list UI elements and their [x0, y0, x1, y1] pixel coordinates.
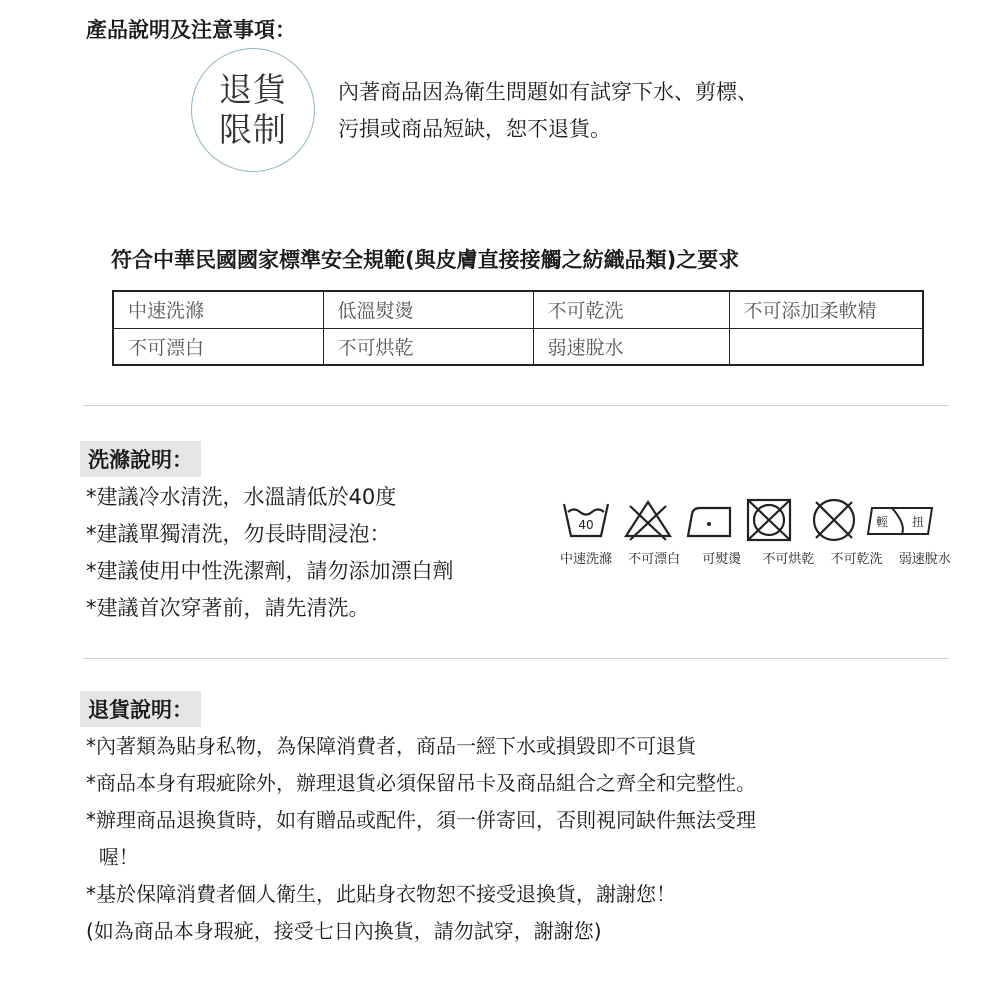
care-icon-captions — [560, 548, 959, 567]
washing-label: 洗滌說明： — [80, 441, 201, 477]
icon-caption: 弱速脫水 — [898, 552, 951, 567]
wash-temp-label: 40 — [578, 518, 594, 532]
list-item: (如為商品本身瑕疵，接受七日內換貨，請勿試穿，謝謝您) — [86, 919, 602, 943]
standard-heading: 符合中華民國國家標準安全規範(與皮膚直接接觸之紡織品類)之要求 — [111, 248, 740, 272]
page-title: 產品說明及注意事項： — [86, 18, 296, 42]
list-item: *建議冷水清洗，水溫請低於40度 — [86, 485, 397, 509]
return-limit-text — [338, 74, 758, 148]
list-item: *基於保障消費者個人衛生，此貼身衣物恕不接受退換貨，謝謝您！ — [86, 882, 676, 906]
returns-label: 退貨說明： — [80, 691, 201, 727]
return-limit-line: 內著商品因為衛生問題如有試穿下水、剪標、 — [338, 80, 758, 104]
list-item: 喔！ — [86, 845, 139, 869]
divider — [83, 405, 949, 406]
returns-list — [86, 728, 756, 950]
icon-caption: 不可漂白 — [628, 552, 681, 567]
return-limit-seal — [191, 48, 315, 172]
list-item: *辦理商品退換貨時，如有贈品或配件，須一併寄回，否則視同缺件無法受理 — [86, 808, 756, 832]
wash-tub-icon — [564, 504, 608, 536]
seal-line-1: 退貨 — [219, 70, 287, 109]
table-cell: 不可添加柔軟精 — [729, 291, 923, 328]
divider — [83, 658, 949, 659]
icon-caption: 不可烘乾 — [762, 552, 815, 567]
table-cell: 不可乾洗 — [533, 291, 729, 328]
no-bleach-icon — [626, 502, 670, 540]
iron-icon — [688, 508, 730, 536]
care-table — [112, 290, 924, 366]
table-row — [113, 291, 923, 328]
table-cell: 不可漂白 — [113, 328, 323, 365]
table-cell — [729, 328, 923, 365]
table-cell: 低溫熨燙 — [323, 291, 533, 328]
table-cell: 弱速脫水 — [533, 328, 729, 365]
table-cell: 不可烘乾 — [323, 328, 533, 365]
table-cell: 中速洗滌 — [113, 291, 323, 328]
wring-char-2: 扭 — [911, 515, 925, 529]
list-item: *內著類為貼身私物，為保障消費者，商品一經下水或損毀即不可退貨 — [86, 734, 696, 758]
table-row — [113, 328, 923, 365]
list-item: *建議單獨清洗，勿長時間浸泡： — [86, 522, 391, 546]
wring-char-1: 輕 — [875, 515, 889, 529]
care-icons — [562, 496, 934, 544]
list-item: *商品本身有瑕疵除外，辦理退貨必須保留吊卡及商品組合之齊全和完整性。 — [86, 771, 756, 795]
no-dry-clean-icon — [814, 500, 854, 540]
icon-caption: 中速洗滌 — [560, 552, 613, 567]
no-tumble-dry-icon — [748, 500, 790, 540]
washing-list — [86, 479, 454, 627]
list-item: *建議首次穿著前，請先清洗。 — [86, 596, 370, 620]
seal-line-2: 限制 — [219, 110, 287, 149]
icon-caption: 不可乾洗 — [830, 552, 883, 567]
list-item: *建議使用中性洗潔劑，請勿添加漂白劑 — [86, 559, 454, 583]
return-limit-line: 污損或商品短缺，恕不退貨。 — [338, 117, 611, 141]
icon-caption: 可熨燙 — [702, 552, 742, 567]
gentle-wring-icon — [868, 508, 932, 534]
